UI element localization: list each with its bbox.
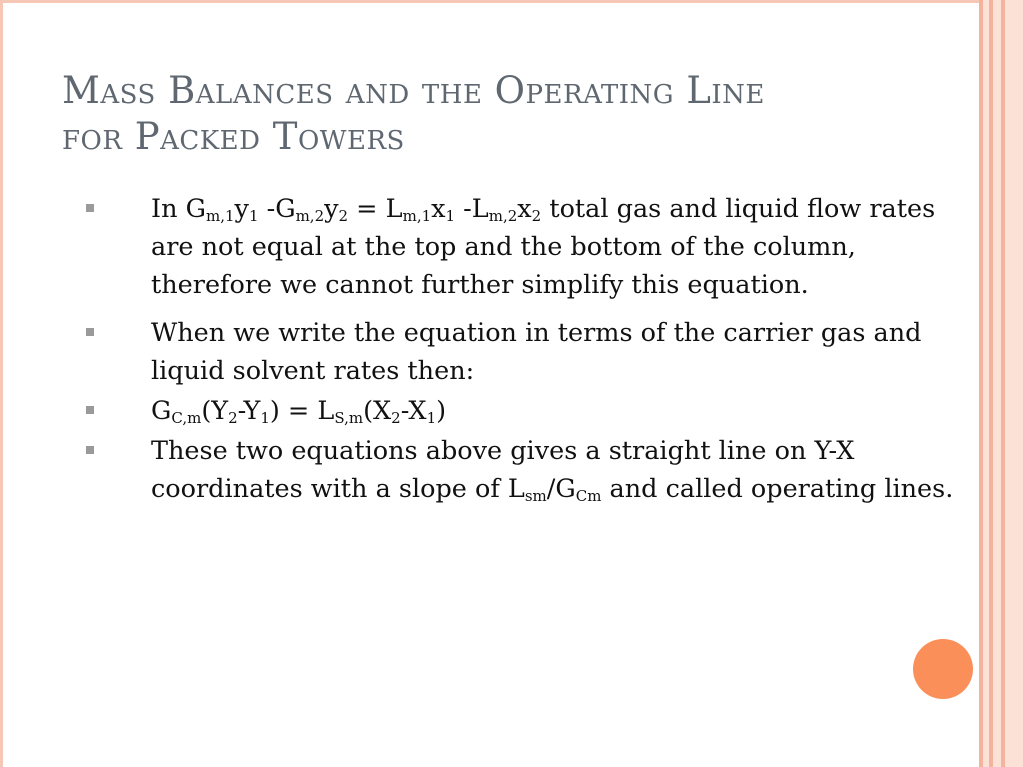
bullet-text: These two equations above gives a straight line on Y-X coordinates with a slope of $L_{sm}/G_{Cm}$ and called operating lines. (151, 436, 954, 505)
bullet-item (86, 392, 976, 430)
slide-title (62, 68, 942, 160)
title-line-2: for Packed Towers (62, 115, 405, 158)
bullet-list (86, 190, 976, 518)
equation: $G_{C,m}(Y_2-Y_1) = L_{S,m}(X_2-X_1)$ (151, 396, 447, 427)
title-line-1: Mass Balances and the Operating Line (62, 69, 765, 112)
frame-top-line (0, 0, 979, 3)
bullet-text: total gas and liquid flow rates are not equal at the top and the bottom of the column, therefore we cannot further simplify this equation. (151, 194, 936, 300)
bullet-item (86, 314, 976, 390)
equation: In $G_{m,1}y_1$ $-G_{m,2}y_2 = L_{m,1}x_1$ $-L_{m,2}x_2$ (151, 194, 542, 225)
bullet-text: When we write the equation in terms of the carrier gas and liquid solvent rates then: (151, 318, 922, 386)
frame-left-line (0, 0, 3, 767)
square-bullet-icon (86, 446, 94, 454)
square-bullet-icon (86, 204, 94, 212)
accent-circle-icon (913, 639, 973, 699)
bullet-item (86, 432, 976, 508)
square-bullet-icon (86, 406, 94, 414)
right-stripe (993, 0, 1001, 767)
square-bullet-icon (86, 328, 94, 336)
bullet-item (86, 190, 976, 304)
right-stripe (1005, 0, 1023, 767)
